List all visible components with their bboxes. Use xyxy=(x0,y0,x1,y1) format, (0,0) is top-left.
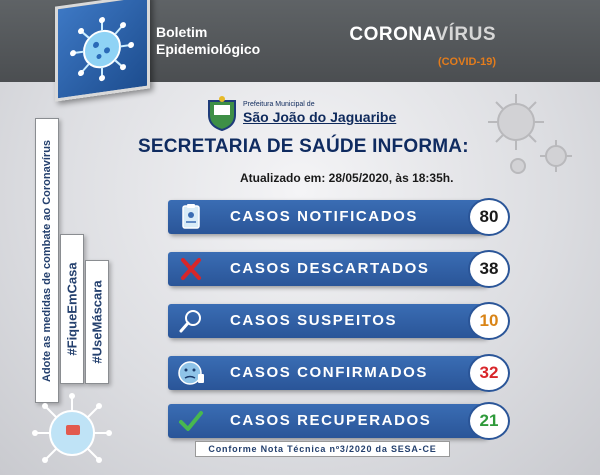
municipality-name: São João do Jaguaribe xyxy=(243,109,397,125)
case-count: 38 xyxy=(468,250,510,288)
case-row-notificados xyxy=(168,200,513,234)
case-row-suspeitos xyxy=(168,304,513,338)
usemascara-ribbon: #UseMáscara xyxy=(85,260,109,384)
update-timestamp: Atualizado em: 28/05/2020, às 18:35h. xyxy=(240,171,454,185)
fiqueemcasa-ribbon: #FiqueEmCasa xyxy=(60,234,84,384)
measures-ribbon: Adote as medidas de combate ao Coronavírus xyxy=(35,118,59,403)
coronavirus-title: CORONAVÍRUS xyxy=(349,24,496,45)
sick-face-icon xyxy=(176,359,206,387)
crest-icon xyxy=(205,95,239,131)
virus-bottom-icon xyxy=(20,385,115,475)
virus-decoration-icon xyxy=(478,84,578,184)
source-note: Conforme Nota Técnica nº3/2020 da SESA-CE xyxy=(195,441,450,457)
case-count: 21 xyxy=(468,402,510,440)
case-bar xyxy=(168,404,486,438)
case-label: CASOS RECUPERADOS xyxy=(230,412,432,429)
boletim-title: Boletim Epidemiológico xyxy=(156,24,261,57)
case-row-descartados xyxy=(168,252,513,286)
case-bar xyxy=(168,200,486,234)
case-label: CASOS NOTIFICADOS xyxy=(230,208,419,225)
case-label: CASOS DESCARTADOS xyxy=(230,260,430,277)
magnifier-icon xyxy=(176,307,206,335)
case-bar xyxy=(168,252,486,286)
prefeitura-caption: Prefeitura Municipal de xyxy=(243,101,315,108)
case-row-recuperados xyxy=(168,404,513,438)
virus-icon xyxy=(66,8,138,90)
case-row-confirmados xyxy=(168,356,513,390)
case-bar xyxy=(168,356,486,390)
virus-logo xyxy=(55,0,150,102)
x-mark-icon xyxy=(176,255,206,283)
covid-subtitle: (COVID-19) xyxy=(437,56,496,68)
case-label: CASOS SUSPEITOS xyxy=(230,312,398,329)
headline: SECRETARIA DE SAÚDE INFORMA: xyxy=(138,136,469,157)
checkmark-icon xyxy=(176,407,206,435)
case-bar xyxy=(168,304,486,338)
case-count: 32 xyxy=(468,354,510,392)
case-count: 80 xyxy=(468,198,510,236)
case-label: CASOS CONFIRMADOS xyxy=(230,364,429,381)
case-count: 10 xyxy=(468,302,510,340)
clipboard-icon xyxy=(176,203,206,231)
